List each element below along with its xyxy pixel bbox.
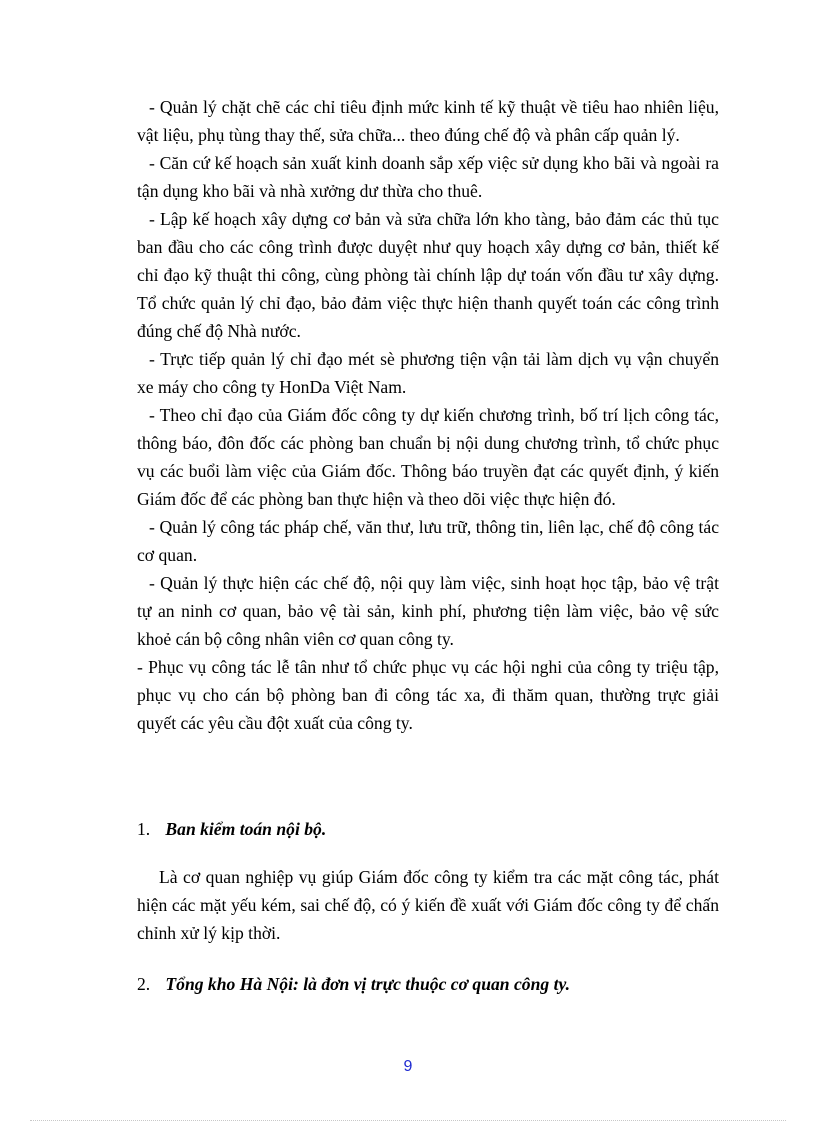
paragraph-7: - Quản lý thực hiện các chế độ, nội quy làm việc, sinh hoạt học tập, bảo vệ trật tự an ninh cơ quan, bảo vệ tài sản, kinh phí, phương tiện làm việc, bảo vệ sức khoẻ cán bộ công nhân viên cơ quan công ty. (137, 573, 719, 649)
paragraph-8: - Phục vụ công tác lễ tân như tổ chức phục vụ các hội nghi của công ty triệu tập, phục vụ cho cán bộ phòng ban đi công tác xa, đi thăm quan, thường trực giải quyết các yêu cầu đột xuất của công ty. (137, 657, 719, 733)
section-1-body: Là cơ quan nghiệp vụ giúp Giám đốc công ty kiểm tra các mặt công tác, phát hiện các mặt yếu kém, sai chế độ, có ý kiến đề xuất với Giám đốc công ty để chấn chỉnh xử lý kịp thời. (137, 867, 719, 943)
section-1-heading (137, 815, 719, 843)
section-1-number: 1. (137, 819, 151, 839)
paragraph-5: - Theo chỉ đạo của Giám đốc công ty dự kiến chương trình, bố trí lịch công tác, thông báo, đôn đốc các phòng ban chuẩn bị nội dung chương trình, tổ chức phục vụ các buổi làm việc của Giám đốc. Thông báo truyền đạt các quyết định, ý kiến Giám đốc để các phòng ban thực hiện và theo dõi việc thực hiện đó. (137, 405, 719, 509)
section-2-title: Tổng kho Hà Nội: là đơn vị trực thuộc cơ quan công ty. (165, 974, 571, 994)
page-number: 9 (403, 1058, 413, 1075)
paragraph-1: - Quản lý chặt chẽ các chỉ tiêu định mức kinh tế kỹ thuật về tiêu hao nhiên liệu, vật liệu, phụ tùng thay thế, sửa chữa... theo đúng chế độ và phân cấp quản lý. (137, 97, 719, 145)
section-2-heading (137, 970, 719, 998)
body-text (137, 93, 719, 737)
section-1-title: Ban kiểm toán nội bộ. (165, 819, 327, 839)
paragraph-4: - Trực tiếp quản lý chỉ đạo mét sè phương tiện vận tải làm dịch vụ vận chuyển xe máy cho công ty HonDa Việt Nam. (137, 349, 719, 397)
footer-divider (30, 1120, 786, 1121)
paragraph-2: - Căn cứ kế hoạch sản xuất kinh doanh sắp xếp việc sử dụng kho bãi và ngoài ra tận dụng kho bãi và nhà xưởng dư thừa cho thuê. (137, 153, 719, 201)
section-2-number: 2. (137, 974, 151, 994)
paragraph-3: - Lập kế hoạch xây dựng cơ bản và sửa chữa lớn kho tàng, bảo đảm các thủ tục ban đầu cho các công trình được duyệt như quy hoạch xây dựng cơ bản, thiết kế chỉ đạo kỹ thuật thi công, cùng phòng tài chính lập dự toán vốn đầu tư xây dựng. Tổ chức quản lý chỉ đạo, bảo đảm việc thực hiện thanh quyết toán các công trình đúng chế độ Nhà nước. (137, 209, 719, 341)
paragraph-6: - Quản lý công tác pháp chế, văn thư, lưu trữ, thông tin, liên lạc, chế độ công tác cơ quan. (137, 517, 719, 565)
